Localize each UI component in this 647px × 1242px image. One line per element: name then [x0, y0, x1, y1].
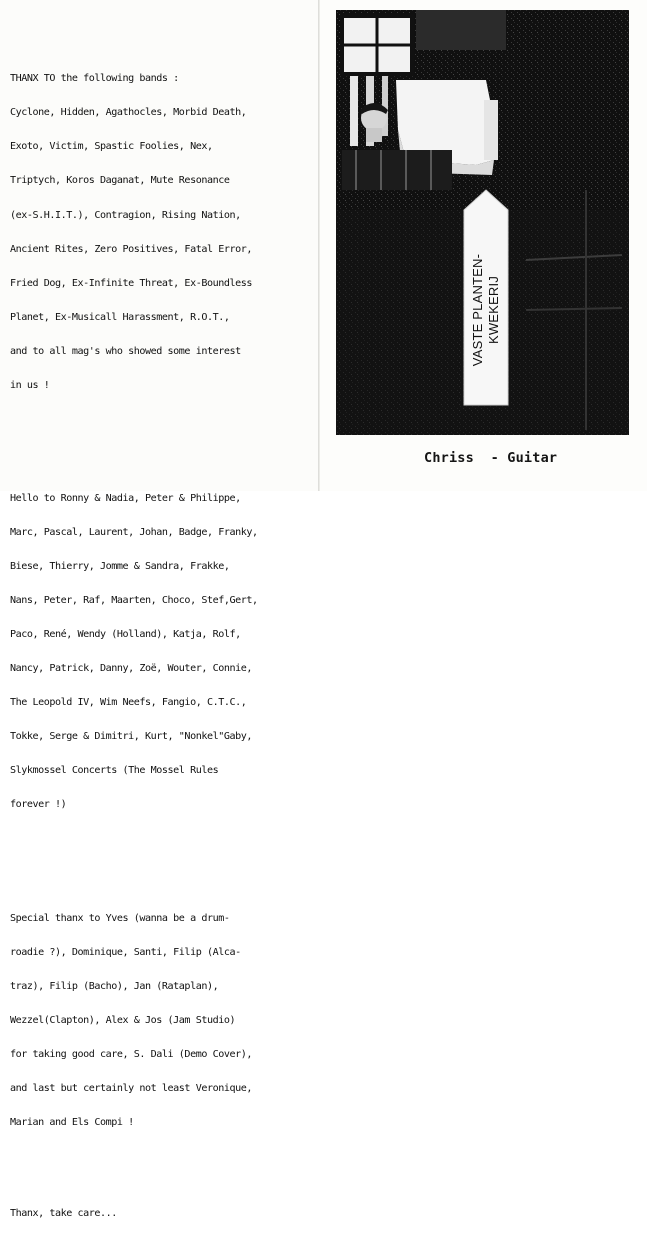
text-line: Biese, Thierry, Jomme & Sandra, Frakke, — [10, 561, 230, 573]
text-line: forever !) — [10, 799, 67, 811]
text-line: Nancy, Patrick, Danny, Zoë, Wouter, Connie, — [10, 663, 252, 675]
text-line: Marian and Els Compi ! — [10, 1117, 134, 1129]
text-line: Exoto, Victim, Spastic Foolies, Nex, — [10, 141, 213, 153]
text-line: roadie ?), Dominique, Santi, Filip (Alca- — [10, 946, 241, 958]
special-thanks-paragraph — [10, 890, 314, 1151]
text-line: Wezzel(Clapton), Alex & Jos (Jam Studio) — [10, 1015, 236, 1026]
closing-line: Thanx, take care... — [10, 1207, 117, 1219]
text-line: The Leopold IV, Wim Neefs, Fangio, C.T.C., — [10, 697, 247, 709]
text-line: and to all mag's who showed some interest — [10, 345, 241, 357]
sign-text-line-2: KWEKERIJ — [486, 275, 501, 345]
thanks-text — [10, 28, 314, 1242]
text-line: Planet, Ex-Musicall Harassment, R.O.T., — [10, 311, 230, 323]
text-line: Hello to Ronny & Nadia, Peter & Philippe, — [10, 493, 241, 505]
text-line: Tokke, Serge & Dimitri, Kurt, "Nonkel"Gaby, — [10, 731, 252, 743]
sign-text-line-1: VASTE PLANTEN- — [470, 253, 485, 367]
text-line: Marc, Pascal, Laurent, Johan, Badge, Franky, — [10, 527, 258, 539]
band-member-photo — [336, 10, 629, 435]
text-line: Special thanx to Yves (wanna be a drum- — [10, 912, 230, 924]
text-line: THANX TO the following bands : — [10, 73, 179, 85]
text-line: Cyclone, Hidden, Agathocles, Morbid Death, — [10, 107, 247, 119]
text-line: Paco, René, Wendy (Holland), Katja, Rolf, — [10, 629, 241, 641]
text-line: traz), Filip (Bacho), Jan (Rataplan), — [10, 980, 219, 992]
text-line: in us ! — [10, 379, 50, 391]
text-line: (ex-S.H.I.T.), Contragion, Rising Nation, — [10, 209, 241, 221]
text-line: Nans, Peter, Raf, Maarten, Choco, Stef,Gert, — [10, 595, 258, 607]
photo-illustration — [336, 10, 629, 435]
text-line: and last but certainly not least Veronique, — [10, 1083, 252, 1095]
hello-paragraph — [10, 470, 314, 833]
thanks-page — [0, 0, 318, 1219]
text-line: for taking good care, S. Dali (Demo Cover), — [10, 1049, 252, 1061]
bands-paragraph — [10, 51, 314, 414]
photo-caption: Chriss - Guitar — [424, 450, 558, 466]
text-line: Slykmossel Concerts (The Mossel Rules — [10, 765, 219, 777]
text-line: Triptych, Koros Daganat, Mute Resonance — [10, 175, 230, 187]
text-line: Fried Dog, Ex-Infinite Threat, Ex-Boundless — [10, 277, 252, 289]
text-line: Ancient Rites, Zero Positives, Fatal Error, — [10, 243, 252, 255]
